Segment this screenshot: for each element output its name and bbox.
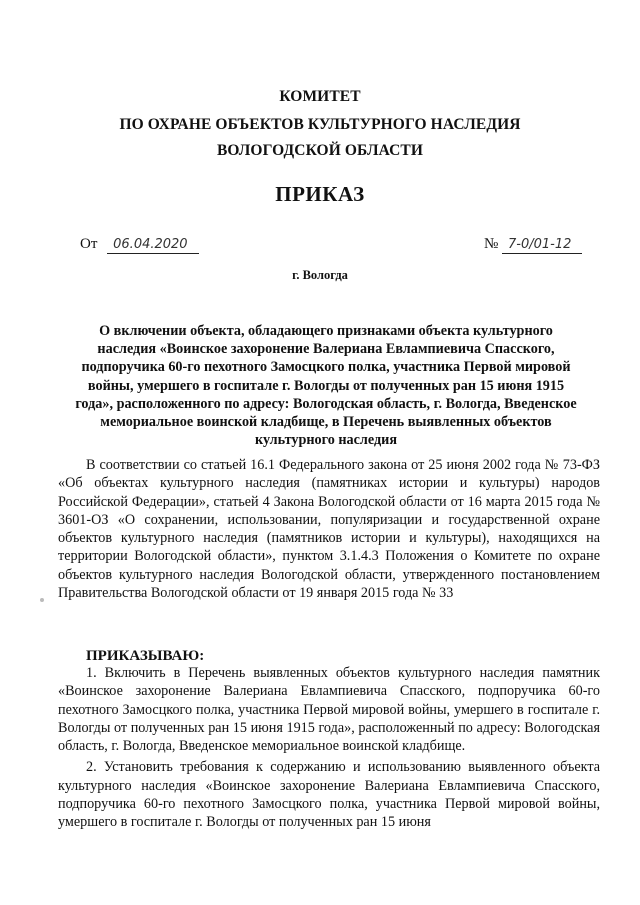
number-prefix: № bbox=[483, 236, 499, 252]
handwritten-number: 7-0/01-12 bbox=[502, 237, 582, 254]
order-heading: ПРИКАЗЫВАЮ: bbox=[86, 648, 205, 664]
handwritten-date: 06.04.2020 bbox=[107, 237, 199, 254]
order-item-2: 2. Установить требования к содержанию и использованию выявленного объекта культурного наследия «Воинское захоронение Валериана Евлампиевича Спасского, подпоручика 60-го пехотного Замосцкого полка, участника Первой мировой войны, умершего в госпитале г. Вологды от полученных ран 15 июня bbox=[58, 759, 600, 831]
margin-mark bbox=[40, 598, 44, 602]
order-items bbox=[58, 664, 600, 835]
order-subject: О включении объекта, обладающего признаками объекта культурного наследия «Воинское захоронение Валериана Евлампиевича Спасского, подпоручика 60-го пехотного Замосцкого полка, участника Первой мировой войны, умершего в госпитале г. Вологды от полученных ран 15 июня 1915 года», расположенного по адресу: Вологодская область, г. Вологда, Введенское мемориальное воинской кладбище, в Перечень выявленных объектов культурного наследия bbox=[75, 323, 577, 449]
header-region: ВОЛОГОДСКОЙ ОБЛАСТИ bbox=[216, 142, 424, 159]
order-item-1: 1. Включить в Перечень выявленных объектов культурного наследия памятник «Воинское захоронение Валериана Евлампиевича Спасского, подпоручика 60-го пехотного Замосцкого полка, участника Первой мировой войны, умершего в госпитале г. Вологды от полученных ран 15 июня 1915 года», расположенный по адресу: Вологодская область, г. Вологда, Введенское мемориальное воинской кладбище. bbox=[58, 665, 600, 755]
header-committee: КОМИТЕТ bbox=[279, 88, 361, 105]
date-prefix: От bbox=[80, 236, 98, 252]
city: г. Вологда bbox=[292, 268, 348, 282]
document-title: ПРИКАЗ bbox=[275, 182, 365, 206]
header-committee-name: ПО ОХРАНЕ ОБЪЕКТОВ КУЛЬТУРНОГО НАСЛЕДИЯ bbox=[119, 116, 521, 133]
number-row bbox=[484, 236, 582, 254]
date-row bbox=[80, 236, 199, 254]
preamble-paragraph: В соответствии со статьей 16.1 Федерального закона от 25 июня 2002 года № 73-ФЗ «Об объектах культурного наследия (памятниках истории и культуры) народов Российской Федерации», статьей 4 Закона Вологодской области от 16 марта 2015 года № 3601-ОЗ «О сохранении, использовании, популяризации и государственной охране объектов культурного наследия (памятников истории и культуры), находящихся на территории Вологодской области», пунктом 3.1.4.3 Положения о Комитете по охране объектов культурного наследия Вологодской области, утвержденного постановлением Правительства Вологодской области от 19 января 2015 года № 33 bbox=[58, 457, 600, 602]
